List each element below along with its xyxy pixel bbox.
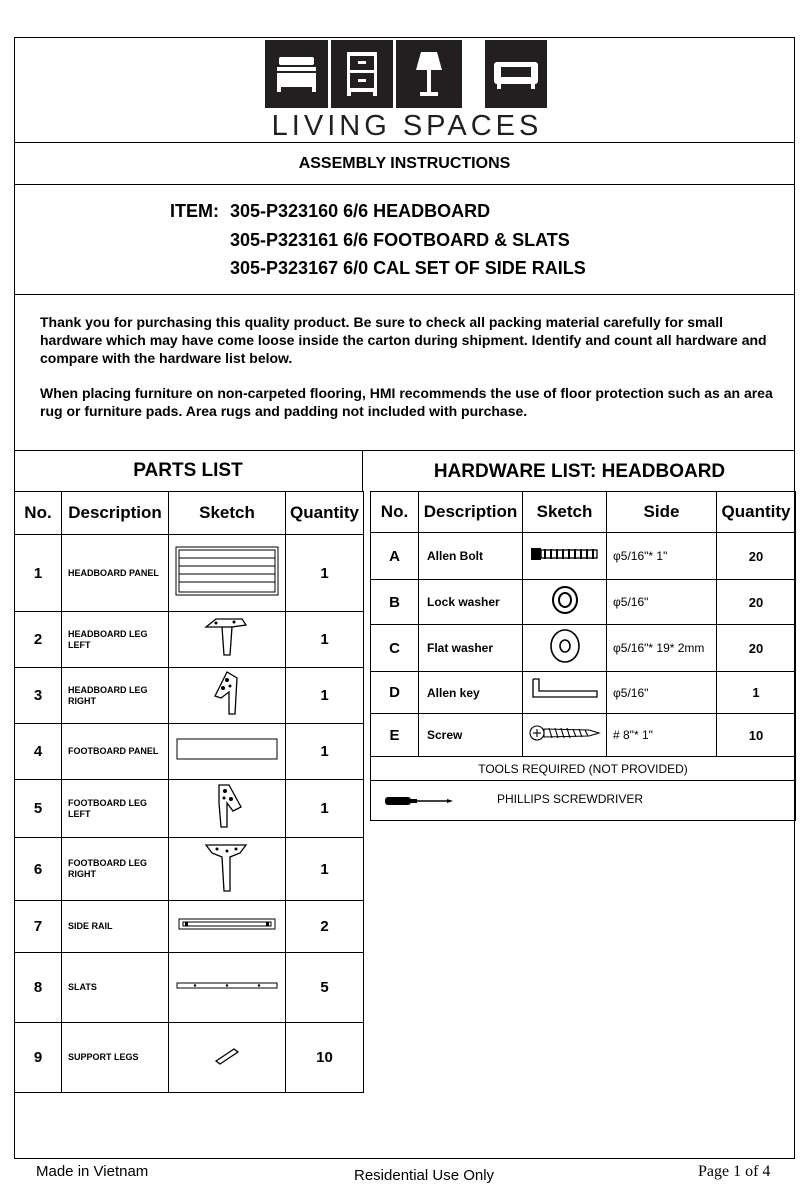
hardware-size: φ5/16" <box>607 580 717 625</box>
hardware-size: # 8"* 1" <box>607 714 717 757</box>
allen-bolt-sketch <box>523 533 607 580</box>
parts-table <box>14 491 364 1093</box>
table-row <box>371 714 796 757</box>
part-quantity: 1 <box>286 535 364 612</box>
footer-usage: Residential Use Only <box>354 1167 495 1184</box>
hardware-description: Screw <box>419 714 523 757</box>
intro-paragraph: Thank you for purchasing this quality product. Be sure to check all packing material carefully for small hardware which may have come loose inside the carton during shipment. Identify and count all hardware and compare with the hardware list below. <box>40 314 767 366</box>
column-header: Side <box>607 492 717 533</box>
column-header: Quantity <box>717 492 796 533</box>
hardware-size: φ5/16"* 19* 2mm <box>607 625 717 672</box>
nightstand-icon <box>331 40 393 108</box>
lock-washer-sketch <box>523 580 607 625</box>
column-header: No. <box>371 492 419 533</box>
tools-header: TOOLS REQUIRED (NOT PROVIDED) <box>371 757 796 781</box>
footboard-panel-sketch <box>169 724 286 780</box>
item-line: 305-P323167 6/0 CAL SET OF SIDE RAILS <box>230 258 586 278</box>
hardware-table <box>370 491 796 821</box>
parts-list-title: PARTS LIST <box>133 460 243 481</box>
column-header: Description <box>62 492 169 535</box>
part-description: FOOTBOARD PANEL <box>62 724 169 780</box>
tool-cell <box>371 781 796 821</box>
part-description: HEADBOARD PANEL <box>62 535 169 612</box>
page-title: ASSEMBLY INSTRUCTIONS <box>298 155 511 172</box>
hardware-id: B <box>371 580 419 625</box>
item-label: ITEM: <box>170 201 219 221</box>
table-row <box>15 1023 364 1093</box>
hardware-id: A <box>371 533 419 580</box>
slat-sketch <box>169 953 286 1023</box>
side-rail-sketch <box>169 901 286 953</box>
table-row <box>371 580 796 625</box>
part-number: 1 <box>15 535 62 612</box>
hardware-description: Allen key <box>419 672 523 714</box>
column-header: Sketch <box>523 492 607 533</box>
part-description: HEADBOARD LEG LEFT <box>62 612 169 668</box>
brand-name: LIVING SPACES <box>271 110 543 142</box>
table-row <box>15 668 364 724</box>
part-quantity: 1 <box>286 612 364 668</box>
part-number: 5 <box>15 780 62 838</box>
part-description: SIDE RAIL <box>62 901 169 953</box>
flat-washer-sketch <box>523 625 607 672</box>
part-description: SLATS <box>62 953 169 1023</box>
hardware-quantity: 20 <box>717 533 796 580</box>
part-number: 8 <box>15 953 62 1023</box>
part-quantity: 1 <box>286 724 364 780</box>
table-row <box>371 625 796 672</box>
table-row <box>15 535 364 612</box>
table-header-row <box>15 492 364 535</box>
table-row <box>15 953 364 1023</box>
hardware-size: φ5/16"* 1" <box>607 533 717 580</box>
table-header-row <box>371 492 796 533</box>
column-header: Sketch <box>169 492 286 535</box>
table-row <box>15 612 364 668</box>
tools-header-row <box>371 757 796 781</box>
tools-row <box>371 781 796 821</box>
column-header: Quantity <box>286 492 364 535</box>
footer-origin: Made in Vietnam <box>36 1163 149 1180</box>
part-number: 9 <box>15 1023 62 1093</box>
tool-name: PHILLIPS SCREWDRIVER <box>497 792 644 806</box>
part-number: 6 <box>15 838 62 901</box>
hardware-list-title: HARDWARE LIST: HEADBOARD <box>433 461 726 482</box>
sofa-icon <box>485 40 547 108</box>
divider <box>362 450 363 491</box>
page-number: Page 1 of 4 <box>698 1163 771 1180</box>
hardware-quantity: 10 <box>717 714 796 757</box>
part-quantity: 1 <box>286 838 364 901</box>
support-leg-sketch <box>169 1023 286 1093</box>
part-number: 4 <box>15 724 62 780</box>
part-number: 2 <box>15 612 62 668</box>
part-quantity: 1 <box>286 780 364 838</box>
table-row <box>371 672 796 714</box>
intro-paragraph: When placing furniture on non-carpeted flooring, HMI recommends the use of floor protection such as an area rug or furniture pads. Area rugs and padding not included with purchase. <box>40 385 773 419</box>
table-row <box>15 901 364 953</box>
table-row <box>15 780 364 838</box>
item-line: 305-P323160 6/6 HEADBOARD <box>230 201 491 221</box>
part-description: HEADBOARD LEG RIGHT <box>62 668 169 724</box>
table-row <box>15 724 364 780</box>
part-quantity: 10 <box>286 1023 364 1093</box>
hardware-quantity: 20 <box>717 580 796 625</box>
hardware-quantity: 1 <box>717 672 796 714</box>
table-row <box>15 838 364 901</box>
divider <box>14 294 795 295</box>
foot-leg-left-sketch <box>169 780 286 838</box>
divider <box>14 450 795 451</box>
divider <box>14 184 795 185</box>
headboard-panel-sketch <box>169 535 286 612</box>
lamp-icon <box>396 40 462 108</box>
part-description: FOOTBOARD LEG LEFT <box>62 780 169 838</box>
hardware-id: C <box>371 625 419 672</box>
part-quantity: 2 <box>286 901 364 953</box>
part-number: 3 <box>15 668 62 724</box>
allen-key-sketch <box>523 672 607 714</box>
hardware-id: E <box>371 714 419 757</box>
hardware-description: Allen Bolt <box>419 533 523 580</box>
part-description: SUPPORT LEGS <box>62 1023 169 1093</box>
hardware-size: φ5/16" <box>607 672 717 714</box>
item-line: 305-P323161 6/6 FOOTBOARD & SLATS <box>230 230 570 250</box>
leg-left-sketch <box>169 612 286 668</box>
part-number: 7 <box>15 901 62 953</box>
leg-right-sketch <box>169 668 286 724</box>
bed-icon <box>265 40 328 108</box>
column-header: No. <box>15 492 62 535</box>
part-description: FOOTBOARD LEG RIGHT <box>62 838 169 901</box>
hardware-description: Flat washer <box>419 625 523 672</box>
foot-leg-right-sketch <box>169 838 286 901</box>
hardware-description: Lock washer <box>419 580 523 625</box>
part-quantity: 1 <box>286 668 364 724</box>
screwdriver-icon <box>383 794 453 808</box>
table-row <box>371 533 796 580</box>
screw-sketch <box>523 714 607 757</box>
hardware-quantity: 20 <box>717 625 796 672</box>
hardware-id: D <box>371 672 419 714</box>
column-header: Description <box>419 492 523 533</box>
part-quantity: 5 <box>286 953 364 1023</box>
